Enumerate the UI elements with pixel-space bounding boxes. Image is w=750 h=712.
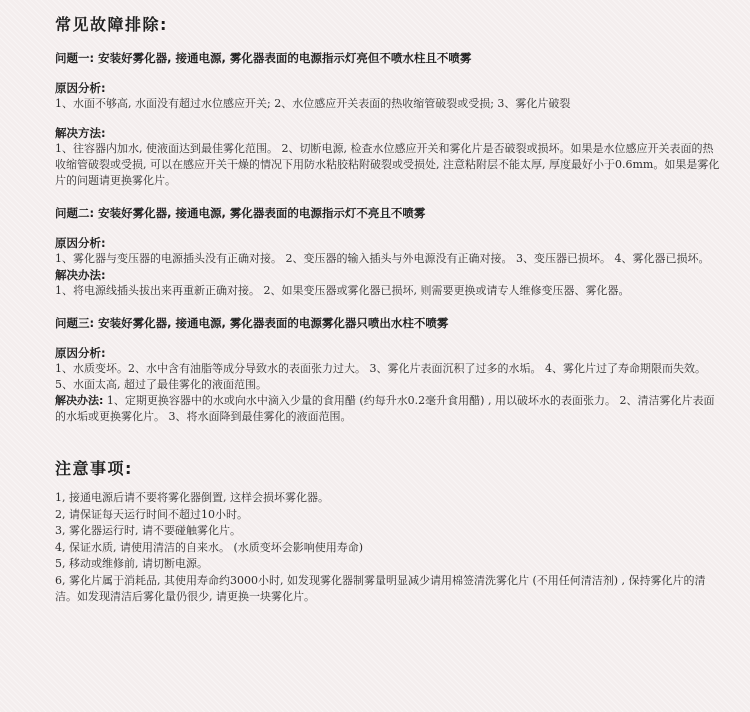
- problem-two-question: 问题二: 安装好雾化器, 接通电源, 雾化器表面的电源指示灯不亮且不喷雾: [55, 206, 426, 220]
- notes-list: [55, 490, 720, 606]
- problem-three-cause-label: 原因分析:: [55, 346, 106, 360]
- notes-item: 1, 接通电源后请不要将雾化器倒置, 这样会损坏雾化器。: [55, 491, 329, 504]
- notes-item: 5, 移动或维修前, 请切断电源。: [55, 557, 208, 570]
- problem-one-solution-label: 解决方法:: [55, 126, 106, 140]
- problem-two-section: [55, 205, 720, 299]
- document-content: [55, 14, 720, 606]
- problem-one-cause-label: 原因分析:: [55, 81, 106, 95]
- notes-item: 2, 请保证每天运行时间不超过10小时。: [55, 507, 248, 521]
- problem-three-section: [55, 315, 720, 425]
- notes-item: 4, 保证水质, 请使用清洁的自来水。 (水质变坏会影响使用寿命): [55, 540, 364, 554]
- notes-item: 3, 雾化器运行时, 请不要碰触雾化片。: [55, 524, 241, 537]
- problem-one-section: [55, 50, 720, 189]
- problem-two-solution-text: 1、将电源线插头拔出来再重新正确对接。 2、如果变压器或雾化器已损坏, 则需要更换或请专人维修变压器、雾化器。: [55, 284, 630, 297]
- notes-title: 注意事项:: [55, 459, 133, 478]
- problem-one-question: 问题一: 安装好雾化器, 接通电源, 雾化器表面的电源指示灯亮但不喷水柱且不喷雾: [55, 51, 472, 65]
- problem-one-cause-text: 1、水面不够高, 水面没有超过水位感应开关; 2、水位感应开关表面的热收缩管破裂或受损; 3、雾化片破裂: [55, 97, 571, 110]
- problem-three-cause-text: 1、水质变坏。2、水中含有油脂等成分导致水的表面张力过大。 3、雾化片表面沉积了过多的水垢。 4、雾化片过了寿命期限而失效。 5、水面太高, 超过了最佳雾化的液面范围。: [55, 362, 706, 391]
- problem-one-solution-text: 1、往容器内加水, 使液面达到最佳雾化范围。 2、切断电源, 检查水位感应开关和雾化片是否破裂或损坏。如果是水位感应开关表面的热收缩管破裂或受损, 可以在感应开关干燥的情况下用防水粘胶粘附破裂或受损处, 注意粘附层不能太厚, 厚度最好小于0.6mm。如果是雾化片的问题请更换雾化片。: [55, 142, 720, 187]
- problem-three-solution: [55, 393, 720, 425]
- problem-two-solution-label: 解决办法:: [55, 268, 106, 282]
- problem-three-solution-label: 解决办法:: [55, 394, 104, 407]
- problem-three-solution-text: 1、定期更换容器中的水或向水中滴入少量的食用醋 (约每升水0.2毫升食用醋) , 用以破坏水的表面张力。 2、清洁雾化片表面的水垢或更换雾化片。 3、将水面降到最佳雾化的液面范围。: [55, 394, 715, 423]
- problem-two-cause-label: 原因分析:: [55, 236, 106, 250]
- problem-three-question: 问题三: 安装好雾化器, 接通电源, 雾化器表面的电源雾化器只喷出水柱不喷雾: [55, 316, 449, 330]
- notes-item: 6, 雾化片属于消耗品, 其使用寿命约3000小时, 如发现雾化器制雾量明显减少请用棉签清洗雾化片 (不用任何清洁剂) , 保持雾化片的清洁。如发现清洁后雾化量仍很少, 请更换一块雾化片。: [55, 573, 706, 603]
- problem-two-cause-text: 1、雾化器与变压器的电源插头没有正确对接。 2、变压器的输入插头与外电源没有正确对接。 3、变压器已损坏。 4、雾化器已损坏。: [55, 252, 710, 265]
- troubleshooting-title: 常见故障排除:: [55, 15, 168, 34]
